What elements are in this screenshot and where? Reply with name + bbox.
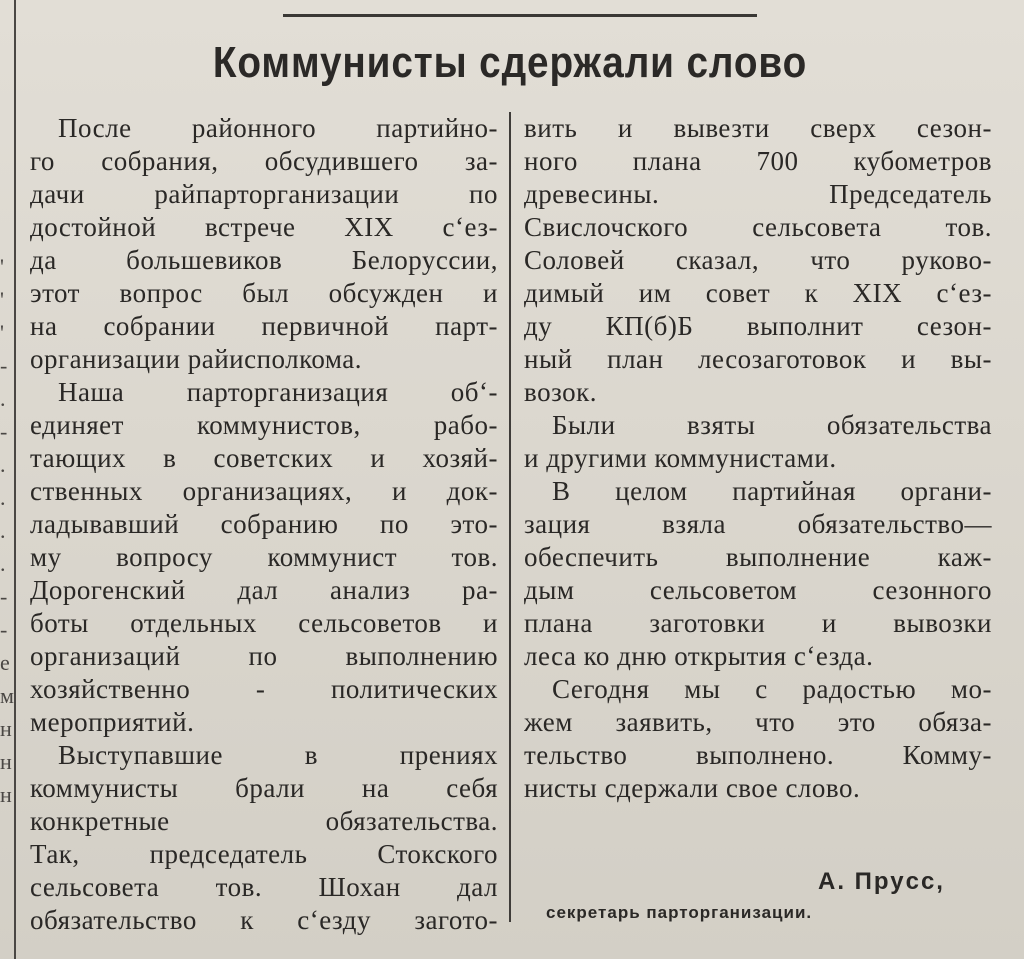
article-title: Коммунисты сдержали слово: [212, 38, 808, 87]
text-line: После районного партийно-: [58, 113, 498, 143]
text-line: жем заявить, что это обяза-: [524, 707, 992, 737]
text-line: хозяйственно - политических: [30, 674, 498, 704]
text-line: дачи райпарторганизации по: [30, 179, 498, 209]
edge-fragment: -: [0, 617, 8, 642]
text-line: ственных организациях, и док-: [30, 476, 498, 506]
text-line: на собрании первичной парт-: [30, 311, 498, 341]
adjacent-column-rule: [14, 0, 16, 959]
text-line: древесины. Председатель: [524, 179, 992, 209]
text-line: достойной встрече XIX с‘ез-: [30, 212, 498, 242]
text-line: обязательство к с‘езду загото-: [30, 905, 498, 935]
text-line: мероприятий.: [30, 707, 195, 737]
text-line: Так, председатель Стокского: [30, 839, 498, 869]
edge-fragment: е: [0, 650, 10, 675]
text-line: возок.: [524, 377, 597, 407]
text-line: конкретные обязательства.: [30, 806, 498, 836]
text-line: вить и вывезти сверх сезон-: [524, 113, 992, 143]
text-line: В целом партийная органи-: [552, 476, 992, 506]
text-line: коммунисты брали на себя: [30, 773, 498, 803]
text-line: Свислочского сельсовета тов.: [524, 212, 992, 242]
header-rule: [283, 14, 757, 17]
edge-fragment: ': [0, 287, 4, 312]
edge-fragment: н: [0, 782, 12, 807]
text-line: плана заготовки и вывозки: [524, 608, 992, 638]
text-line: димый им совет к XIX с‘ез-: [524, 278, 992, 308]
text-line: дым сельсоветом сезонного: [524, 575, 992, 605]
text-line: единяет коммунистов, рабо-: [30, 410, 498, 440]
text-line: и другими коммунистами.: [524, 443, 837, 473]
signature-role: секретарь парторганизации.: [546, 903, 813, 922]
edge-fragment: .: [0, 485, 6, 510]
text-line: боты отдельных сельсоветов и: [30, 608, 498, 638]
edge-fragment: ': [0, 320, 4, 345]
signature-name: А. Пруcс,: [818, 868, 945, 895]
text-line: Наша парторганизация об‘-: [58, 377, 498, 407]
text-line: обеспечить выполнение каж-: [524, 542, 992, 572]
text-line: Соловей сказал, что руково-: [524, 245, 992, 275]
text-line: Сегодня мы с радостью мо-: [552, 674, 992, 704]
text-line: ду КП(б)Б выполнит сезон-: [524, 311, 992, 341]
adjacent-column-fragments: [0, 250, 12, 811]
text-line: организации райисполкома.: [30, 344, 363, 374]
edge-fragment: н: [0, 749, 12, 774]
text-line: ладывавший собранию по это-: [30, 509, 498, 539]
text-line: ный план лесозаготовок и вы-: [524, 344, 992, 374]
text-line: нисты сдержали свое слово.: [524, 773, 861, 803]
edge-fragment: .: [0, 551, 6, 576]
text-line: му вопросу коммунист тов.: [30, 542, 498, 572]
edge-fragment: -: [0, 353, 8, 378]
text-line: Дорогенский дал анализ ра-: [30, 575, 498, 605]
article-left-column: [30, 112, 498, 937]
text-line: ного плана 700 кубометров: [524, 146, 992, 176]
text-line: тающих в советских и хозяй-: [30, 443, 498, 473]
edge-fragment: .: [0, 518, 6, 543]
text-line: сельсовета тов. Шохан дал: [30, 872, 498, 902]
edge-fragment: -: [0, 419, 8, 444]
text-line: да большевиков Белоруссии,: [30, 245, 498, 275]
text-line: леса ко дню открытия с‘езда.: [524, 641, 874, 671]
text-line: тельство выполнено. Комму-: [524, 740, 992, 770]
edge-fragment: -: [0, 584, 8, 609]
text-line: го собрания, обсудившего за-: [30, 146, 498, 176]
edge-fragment: ': [0, 254, 4, 279]
text-line: Выступавшие в прениях: [58, 740, 498, 770]
edge-fragment: .: [0, 452, 6, 477]
text-line: зация взяла обязательство—: [524, 509, 992, 539]
edge-fragment: м: [0, 683, 14, 708]
text-line: организаций по выполнению: [30, 641, 498, 671]
article-right-column: [524, 112, 992, 805]
edge-fragment: н: [0, 716, 12, 741]
text-line: этот вопрос был обсужден и: [30, 278, 498, 308]
edge-fragment: .: [0, 386, 6, 411]
text-line: Были взяты обязательства: [552, 410, 992, 440]
column-divider: [509, 112, 511, 922]
